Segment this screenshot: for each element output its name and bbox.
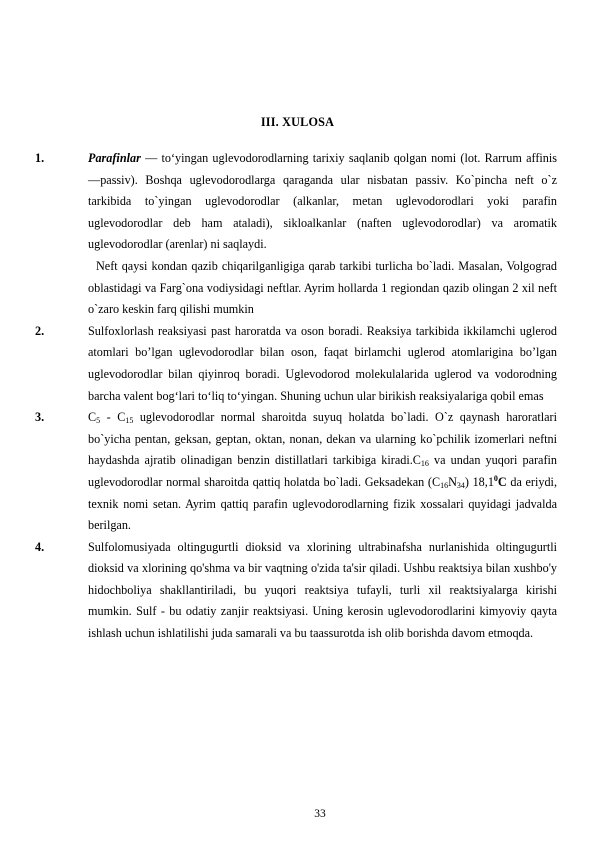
formula-c: C [88,410,97,425]
list-item-4 [35,537,557,645]
formula-dash: - C [100,410,126,425]
item-paragraph: Sulfoxlorlash reaksiyasi past haroratda va oson boradi. Reaksiya tarkibida ikkilamchi uglerod atomlari bo’lgan uglevodorodlar bilan oson, faqat birlamchi uglerod atomlarigina bo’lgan uglevodorodlar bilan qiyinroq boradi. Uglevodorod molekulalarida uglerod va vodorodning barcha valent bog‘lari to‘liq to‘yingan. Shuning uchun ular birikish reaksiyalariga qobil emas [88,323,557,403]
conclusion-list [35,148,557,645]
list-item-3 [35,407,557,537]
item-number: 3. [35,410,45,425]
term-parafinlar: Parafinlar [88,151,141,165]
item-number: 4. [35,539,45,554]
list-item-1 [35,148,557,321]
degree-superscript: 0 [493,473,498,483]
subscript: 16 [420,459,429,469]
formula-h: N [448,474,457,489]
item-text: uglevodorodlar normal sharoitda suyuq holatda bo`ladi. O`z qaynash haroratlari bo`yicha pentan, geksan, geptan, oktan, nonan, dekan va ularning ko`pchilik izomerlari neftni haydashda ajratib olinadigan benzin distillatlari tarkibiga kiradi.C [88,410,557,468]
page-title: III. XULOSA [260,115,335,129]
item-number: 1. [35,151,45,165]
subscript: 34 [456,480,465,490]
item-text: — to‘yingan uglevodorodlarning tarixiy saqlanib qolgan nomi (lot. Rarrum affinis—passiv). Boshqa uglevodorodlarga qaraganda ular nisbatan passiv. Ko`pincha neft o`z tarkibida to`yingan uglevodorodlar (alkanlar, metan uglevodorodlari yoki parafin uglevodorodlar deb ham ataladi), sikloalkanlar (naften uglevodorodlar) va aromatik uglevodorodlar (arenlar) ni saqlaydi. [88,151,557,252]
subscript: 5 [96,416,101,426]
list-item-2 [35,321,557,407]
item-paragraph [88,407,557,537]
item-text: da eriydi, texnik nomi setan. Ayrim qattiq parafin uglevodorodlarning fizik xossalari quyidagi jadvalda berilgan. [88,474,557,533]
page-number: 33 [314,808,326,820]
item-text: ) 18,1 [464,474,494,489]
item-paragraph [88,148,557,256]
item-paragraph-2: Neft qaysi kondan qazib chiqarilganligiga qarab tarkibi turlicha bo`ladi. Masalan, Volgograd oblastidagi va Farg`ona vodiysidagi neftlar. Ayrim hollarda 1 regiondan qazib olingan 2 xil neft o`zaro keskin farq qilishi mumkin [88,258,557,317]
subscript: 15 [125,416,134,426]
unit-celsius: C [497,474,507,489]
item-number: 2. [35,323,45,338]
item-text: va undan yuqori parafin uglevodorodlar normal sharoitda qattiq holatda bo`ladi. Geksadekan (C [88,453,557,489]
item-paragraph: Sulfolomusiyada oltingugurtli dioksid va xlorining ultrabinafsha nurlanishida oltingugurtli dioksid va xlorining qo'shma va bir vaqtning o'zida ta'sir qiladi. Ushbu reaktsiya bilan xushbo'y hidochboliya shakllantiriladi, bu yuqori reaktsiya tufayli, turli xil reaktsiyalarga kirishi mumkin. Sulf - bu odatiy zanjir reaktsiyasi. Uning kerosin uglevodorodlarini kimyoviy qayta ishlash uchun ishlatilishi juda samarali va bu taassurotda ish olib borishda davom etmoqda. [88,539,557,641]
subscript: 16 [440,480,449,490]
